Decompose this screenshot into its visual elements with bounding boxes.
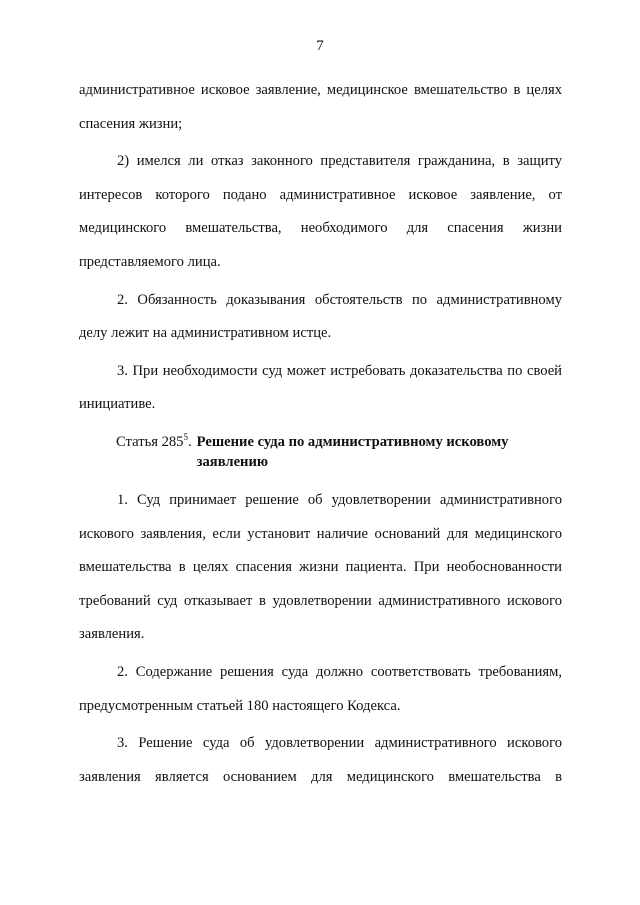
paragraph-continuation: административное исковое заявление, медицинское вмешательство в целях спасения жизни; bbox=[79, 82, 562, 132]
article-paragraph-1: 1. Суд принимает решение об удовлетворении административного искового заявления, если установит наличие оснований для медицинского вмешательства в целях спасения жизни пациента. При необоснованности требований суд отказывает в удовлетворении административного искового заявления. bbox=[79, 491, 562, 643]
paragraph-burden-of-proof: 2. Обязанность доказывания обстоятельств по административному делу лежит на административном истце. bbox=[79, 291, 562, 342]
article-title: Решение суда по административному исковому заявлению bbox=[196, 433, 509, 470]
article-heading bbox=[116, 426, 562, 480]
article-number: Статья $285^5$. bbox=[116, 432, 192, 450]
article-paragraph-3: 3. Решение суда об удовлетворении административного искового заявления является основанием для медицинского вмешательства в bbox=[79, 735, 562, 785]
page-number: 7 bbox=[316, 38, 324, 54]
paragraph-item-2: 2) имелся ли отказ законного представителя гражданина, в защиту интересов которого подано административное исковое заявление, от медицинского вмешательства, необходимого для спасения жизни представляемого лица. bbox=[79, 153, 562, 270]
document-body bbox=[79, 74, 562, 798]
article-paragraph-2: 2. Содержание решения суда должно соответствовать требованиям, предусмотренным статьей 180 настоящего Кодекса. bbox=[79, 663, 562, 714]
paragraph-court-evidence: 3. При необходимости суд может истребовать доказательства по своей инициативе. bbox=[79, 362, 562, 413]
article-number-superscript: 5 bbox=[183, 432, 188, 443]
